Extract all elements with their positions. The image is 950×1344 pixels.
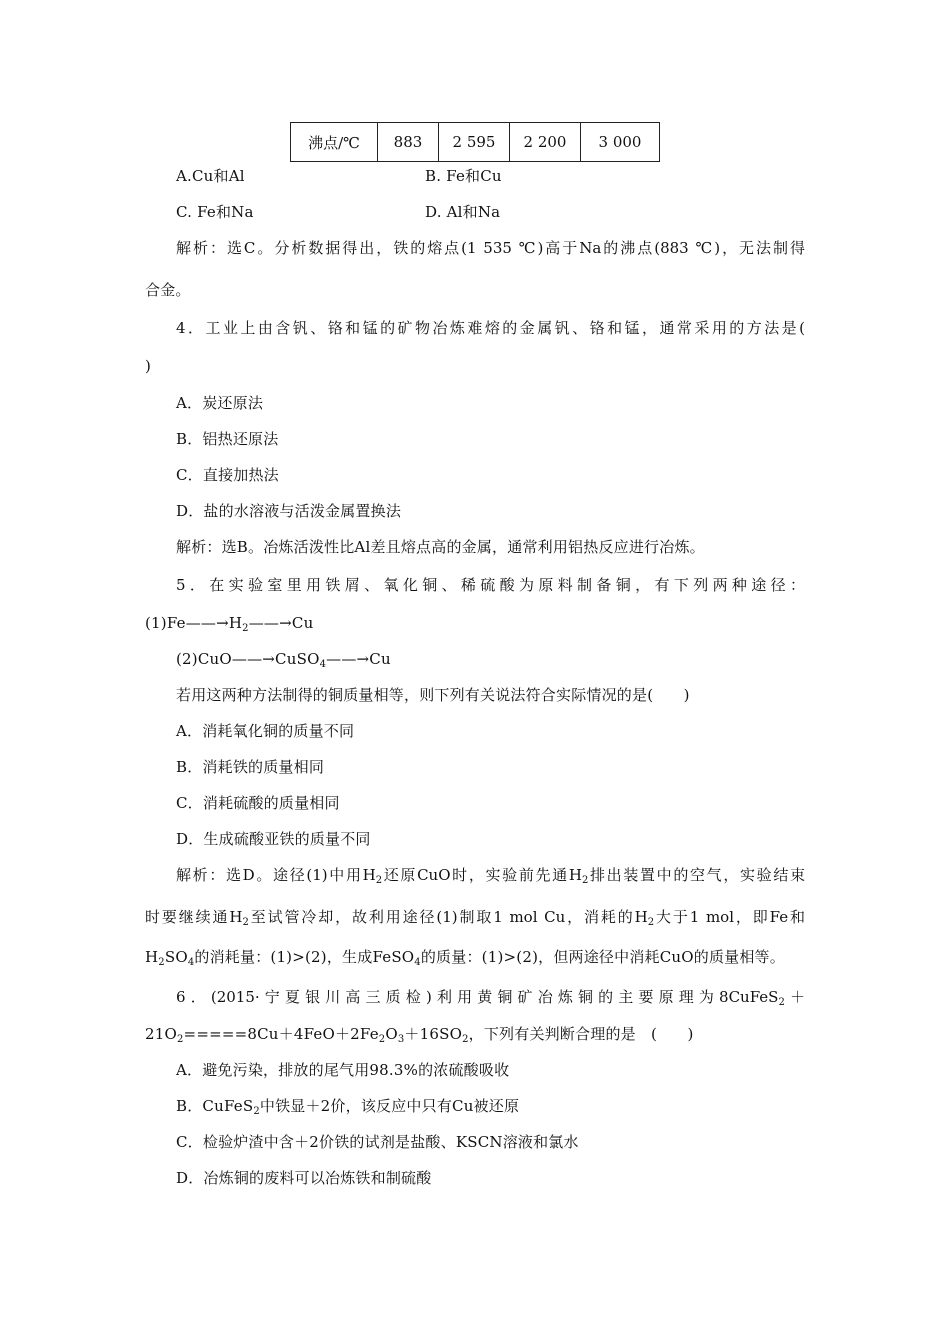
table-cell: 3 000 (581, 123, 660, 162)
q4-option-b: B．铝热还原法 (176, 430, 279, 448)
q4-analysis: 解析：选B。冶炼活泼性比Al差且熔点高的金属，通常利用铝热反应进行冶炼。 (176, 538, 705, 556)
q5-analysis-line1: 解析：选D。途径(1)中用$H_2$还原CuO时，实验前先通$H_2$排出装置中的空气，实验结束 (176, 866, 805, 886)
q6-stem-line1: 6．(2015·宁夏银川高三质检)利用黄铜矿冶炼铜的主要原理为8CuFeS$_2$＋ (176, 988, 805, 1008)
table-cell: 2 595 (439, 123, 510, 162)
q5-analysis-line2: 时要继续通$H_2$至试管冷却，故利用途径(1)制取1 mol Cu，消耗的$H_2$大于1 mol，即Fe和 (145, 908, 805, 928)
q6-option-d: D．冶炼铜的废料可以冶炼铁和制硫酸 (176, 1169, 432, 1187)
q4-option-c: C．直接加热法 (176, 466, 279, 484)
q5-question: 若用这两种方法制得的铜质量相等，则下列有关说法符合实际情况的是( ) (176, 686, 690, 704)
q5-option-a: A．消耗氧化铜的质量不同 (176, 722, 355, 740)
q5-route1: $(1)Fe——\to H_2——\to Cu$ (145, 614, 314, 634)
table-cell: 2 200 (510, 123, 581, 162)
q3-option-c: C. Fe和Na (176, 203, 254, 221)
boiling-point-table (290, 122, 660, 162)
table-row (291, 123, 660, 162)
q3-analysis-line1: 解析：选C。分析数据得出，铁的熔点(1 535 ℃)高于Na的沸点(883 ℃)，无法制得 (176, 239, 805, 257)
q4-stem-line2: ) (145, 357, 152, 375)
q6-option-b: B．CuFeS$_2$中铁显＋2价，该反应中只有Cu被还原 (176, 1097, 520, 1117)
q3-option-a: A.Cu和Al (176, 167, 245, 185)
q6-option-a: A．避免污染，排放的尾气用98.3%的浓硫酸吸收 (176, 1061, 510, 1079)
q3-option-b: B. Fe和Cu (425, 167, 502, 185)
q4-option-d: D．盐的水溶液与活泼金属置换法 (176, 502, 402, 520)
q5-option-b: B．消耗铁的质量相同 (176, 758, 325, 776)
q4-option-a: A．炭还原法 (176, 394, 264, 412)
q6-option-c: C．检验炉渣中含＋2价铁的试剂是盐酸、KSCN溶液和氯水 (176, 1133, 579, 1151)
q5-stem: 5．在实验室里用铁屑、氧化铜、稀硫酸为原料制备铜，有下列两种途径： (176, 576, 805, 594)
q6-stem-line2: $21O_2=====8Cu+4FeO+2Fe_2O_3+16SO_2$，下列有关判断合理的是 ( ) (145, 1025, 694, 1045)
q5-analysis-line3: $H_2SO_4$的消耗量：(1)>(2)，生成FeSO$_4$的质量：(1)>(2)，但两途径中消耗CuO的质量相等。 (145, 948, 785, 968)
q3-analysis-line2: 合金。 (145, 281, 191, 299)
q5-option-c: C．消耗硫酸的质量相同 (176, 794, 340, 812)
q5-option-d: D．生成硫酸亚铁的质量不同 (176, 830, 371, 848)
table-cell: 883 (378, 123, 439, 162)
q5-route2: (2)CuO——→CuSO$_4$——→Cu (176, 650, 391, 670)
q3-option-d: D. Al和Na (425, 203, 501, 221)
table-row-label: 沸点/℃ (291, 123, 378, 162)
q4-stem-line1: 4．工业上由含钒、铬和锰的矿物冶炼难熔的金属钒、铬和锰，通常采用的方法是( (176, 319, 805, 337)
